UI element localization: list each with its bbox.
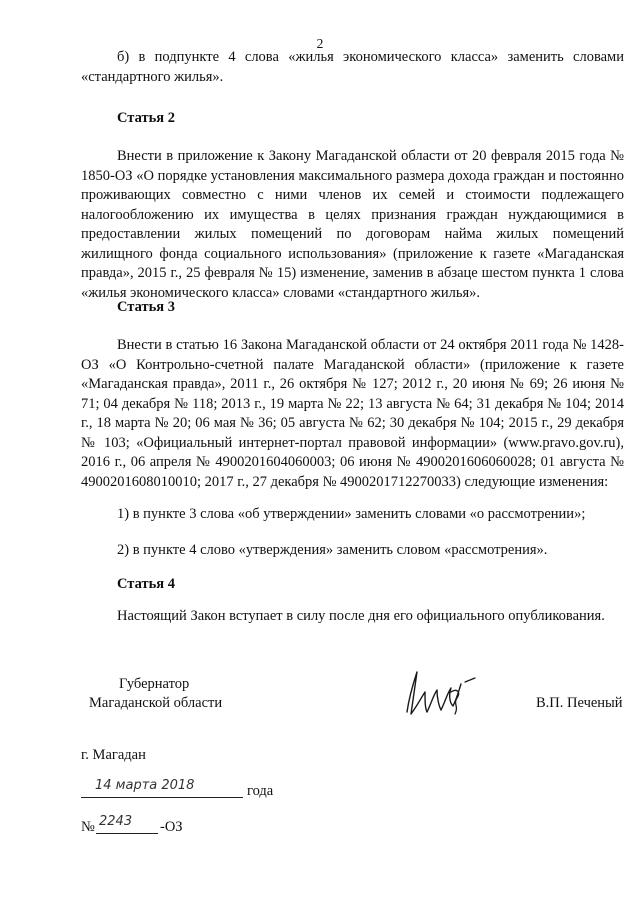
- date-suffix: года: [247, 783, 274, 799]
- number-underline: [96, 833, 158, 834]
- number-prefix: №: [81, 819, 95, 835]
- handwritten-date: 14 марта 2018: [95, 778, 195, 793]
- governor-title: Губернатор: [119, 676, 190, 692]
- article-4-heading: Статья 4: [117, 576, 175, 592]
- place-of-signing: г. Магадан: [81, 747, 146, 763]
- article-2-heading: Статья 2: [117, 110, 175, 126]
- article-3-heading: Статья 3: [117, 299, 175, 315]
- article-4-text: Настоящий Закон вступает в силу после дня его официального опубликования.: [117, 608, 605, 624]
- page-number: 2: [316, 36, 324, 51]
- article-2-text: Внести в приложение к Закону Магаданской области от 20 февраля 2015 года № 1850-ОЗ «О порядке установления максимального размера дохода граждан и постоянно проживающих совместно с ними членов их семей и стоимости подлежащего налогообложению их имущества в целях признания граждан нуждающимися в предоставлении жилых помещений по договорам найма жилых помещений жилищного фонда социального использования» (приложение к газете «Магаданская правда», 2015 г., 25 февраля № 15) изменение, заменив в абзаце шестом пункта 1 слова «жилья экономического класса» словами «стандартного жилья».: [81, 148, 624, 301]
- article-3-item-1: 1) в пункте 3 слова «об утверждении» заменить словами «о рассмотрении»;: [117, 506, 586, 522]
- number-suffix: -ОЗ: [160, 819, 183, 835]
- article-3-text: Внести в статью 16 Закона Магаданской области от 24 октября 2011 года № 1428-ОЗ «О Контрольно-счетной палате Магаданской области» (приложение к газете «Магаданская правда», 2011 г., 26 октября № 127; 2012 г., 20 июня № 69; 26 июня № 71; 04 декабря № 118; 2013 г., 19 марта № 22; 13 августа № 64; 31 декабря № 104; 2014 г., 18 марта № 20; 06 мая № 36; 05 августа № 62; 30 декабря № 104; 2015 г., 29 декабря № 103; «Официальный интернет-портал правовой информации» (www.pravo.gov.ru), 2016 г., 06 апреля № 4900201604060003; 06 июня № 4900201606060028; 01 августа № 4900201608010010; 2017 г., 27 декабря № 4900201712270033) следующие изменения:: [81, 337, 624, 490]
- handwritten-signature: [395, 662, 485, 722]
- governor-region: Магаданской области: [89, 695, 223, 711]
- intro-clause: б) в подпункте 4 слова «жилья экономического класса» заменить словами «стандартного жилья».: [81, 49, 624, 85]
- governor-name: В.П. Печеный: [536, 695, 623, 711]
- date-underline: [81, 797, 243, 798]
- article-3-item-2: 2) в пункте 4 слово «утверждения» заменить словом «рассмотрения».: [117, 542, 548, 558]
- handwritten-number: 2243: [99, 814, 133, 829]
